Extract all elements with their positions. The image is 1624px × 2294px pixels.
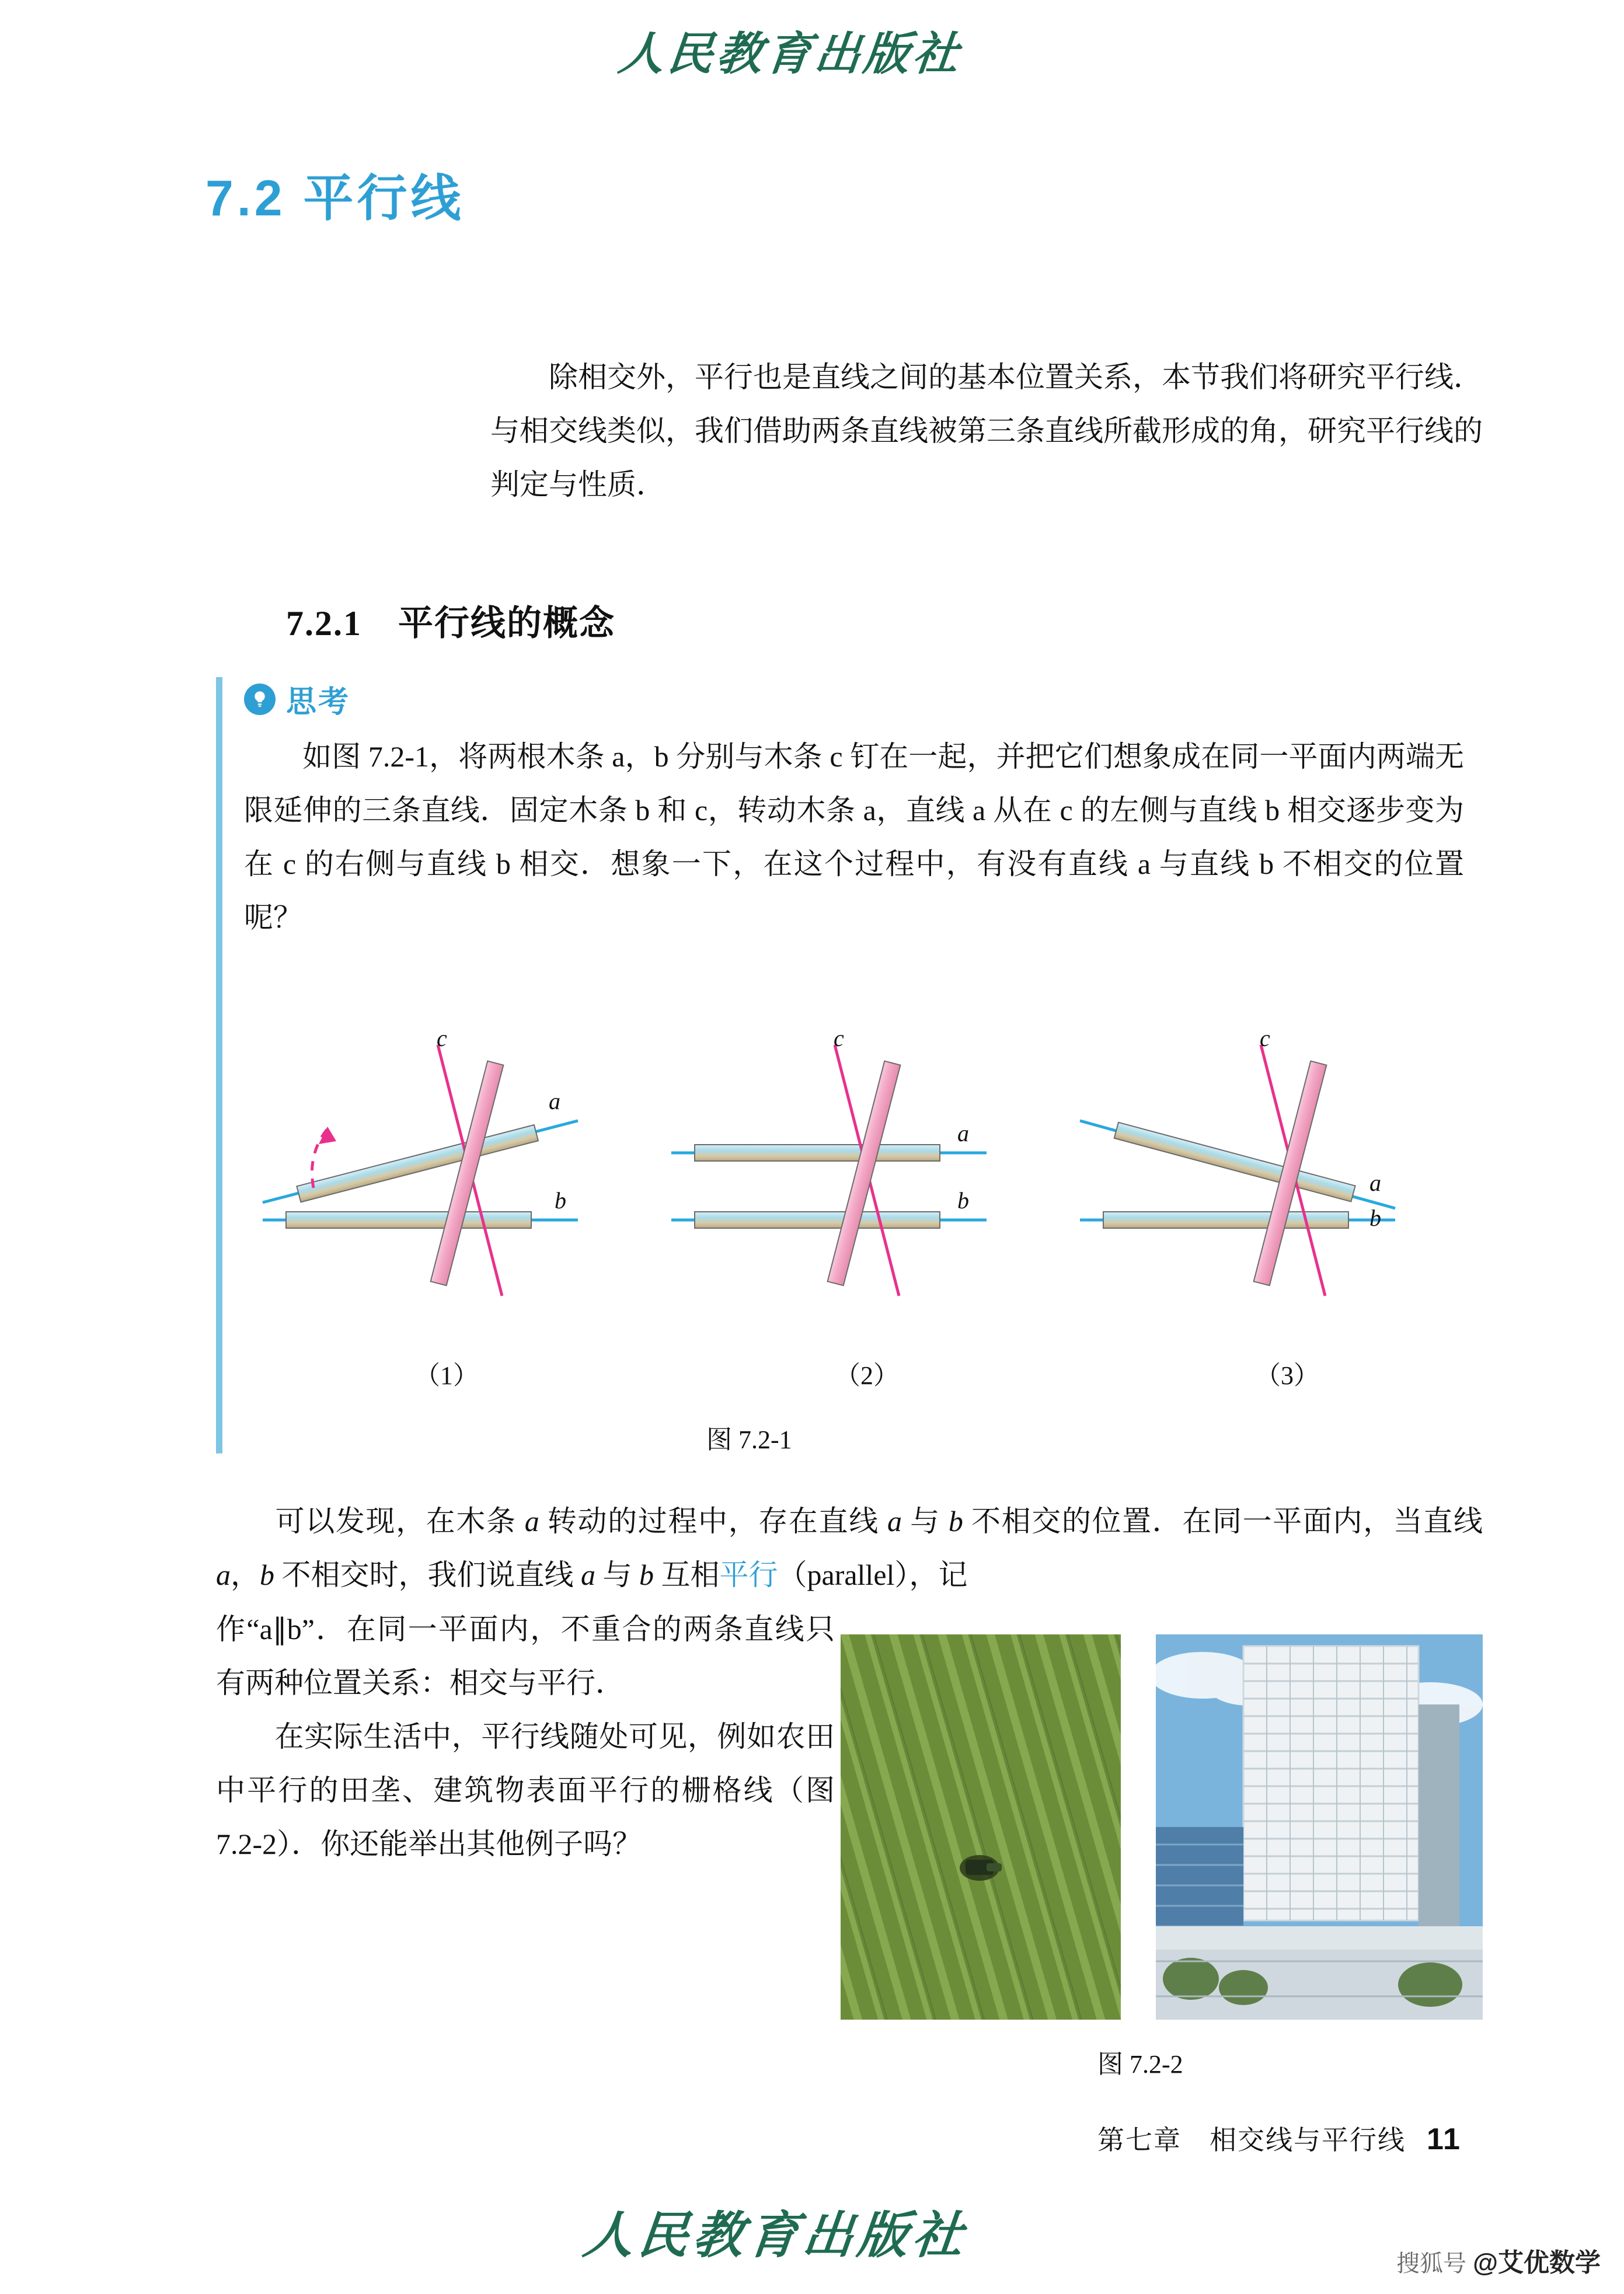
svg-text:c: c [834, 1033, 844, 1051]
svg-text:b: b [555, 1187, 566, 1214]
body-paragraph-3: 在实际生活中，平行线随处可见，例如农田中平行的田垄、建筑物表面平行的栅格线（图 7.2-2）．你还能举出其他例子吗？ [216, 1720, 835, 1860]
para1-part-e: ， [231, 1559, 260, 1591]
svg-text:b: b [1369, 1205, 1381, 1231]
intro-text: 除相交外，平行也是直线之间的基本位置关系，本节我们将研究平行线．与相交线类似，我们借助两条直线被第三条直线所截形成的角，研究平行线的判定与性质． [490, 361, 1483, 501]
think-paragraph [244, 730, 1464, 944]
para1-part-h: 互相 [654, 1559, 720, 1591]
figure-7-2-1-captions [251, 1354, 1465, 1389]
figure-7-2-1-title: 图 7.2-1 [706, 1425, 792, 1454]
para1-part-c: 与 [901, 1505, 949, 1538]
para1-part-d: 不相交的位置．在同一平面内，当直线 [963, 1505, 1483, 1538]
para1-part-f: 不相交时，我们说直线 [274, 1559, 581, 1591]
svg-text:c: c [437, 1033, 447, 1051]
figure-7-2-2-title: 图 7.2-2 [1097, 2050, 1183, 2079]
figure-caption-2: （2） [835, 1361, 899, 1390]
page-number: 11 [1427, 2122, 1461, 2156]
svg-text:a: a [1369, 1170, 1381, 1196]
think-box-accent-bar [216, 677, 222, 1453]
watermark-name: @艾优数学 [1473, 2248, 1601, 2277]
figure-7-2-1-graphic [251, 1033, 1465, 1360]
figure-caption-1: （1） [414, 1361, 479, 1390]
para1-part-a: 可以发现，在木条 [274, 1505, 525, 1538]
intro-paragraph [490, 350, 1483, 511]
svg-text:a: a [549, 1088, 560, 1114]
aerial-farmland-photo [841, 1634, 1121, 2020]
lightbulb-icon [244, 684, 276, 715]
figure-caption-3: （3） [1255, 1361, 1319, 1390]
publisher-logo-top: 人民教育出版社 [615, 27, 965, 81]
think-text: 如图 7.2-1，将两根木条 a，b 分别与木条 c 钉在一起，并把它们想象成在同一平面内两端无限延伸的三条直线．固定木条 b 和 c，转动木条 a，直线 a 从在 c 的左侧与直线 b 相交逐步变为在 c 的右侧与直线 b 相交．想象一下，在这个过程中，有没有直线 a 与直线 b 不相交的位置呢？ [244, 740, 1464, 934]
watermark [1396, 2241, 1601, 2279]
body-paragraph-1: 可以发现，在木条 a 转动的过程中，存在直线 a 与 b 不相交的位置．在同一平面内，当直线 a，b 不相交时，我们说直线 a 与 b 互相平行（parallel），记 [216, 1505, 1483, 1591]
figure-7-2-1 [251, 1033, 1465, 1383]
svg-text:b: b [957, 1187, 969, 1214]
page-footer [1097, 2119, 1461, 2157]
watermark-prefix: 搜狐号 [1396, 2251, 1473, 2276]
body-paragraph-2: 作“a∥b”．在同一平面内，不重合的两条直线只有两种位置关系：相交与平行． [216, 1613, 835, 1699]
para1-part-g: 与 [595, 1559, 639, 1591]
keyword-parallel: 平行 [719, 1559, 778, 1591]
think-header [244, 677, 350, 721]
svg-text:a: a [957, 1120, 969, 1146]
subsection-title: 7.2.1 平行线的概念 [286, 604, 615, 643]
think-label: 思考 [286, 685, 351, 719]
para1-part-i: （parallel），记 [778, 1559, 968, 1591]
page-title: 7.2 平行线 [205, 170, 465, 226]
building-facade-photo [1156, 1634, 1483, 2020]
body-paragraphs-wrapped [216, 1602, 835, 1871]
publisher-logo-bottom: 人民教育出版社 [580, 2206, 971, 2265]
para1-part-b: 转动的过程中，存在直线 [539, 1505, 887, 1538]
svg-text:c: c [1260, 1033, 1270, 1051]
footer-chapter: 第七章 相交线与平行线 [1097, 2125, 1406, 2155]
